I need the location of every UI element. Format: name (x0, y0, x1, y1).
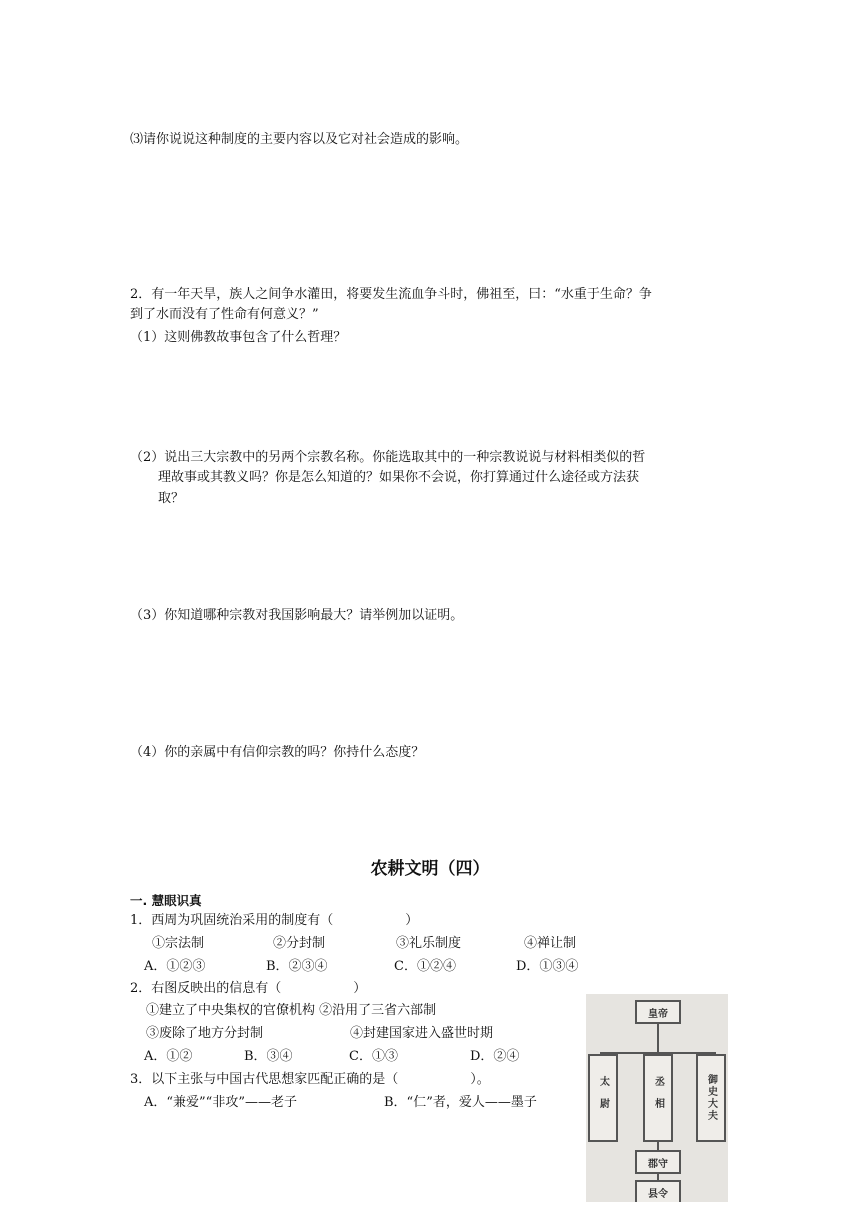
q3-stem-close: ）。 (470, 1072, 490, 1087)
box-junshou: 郡守 (635, 1150, 681, 1174)
q1-option-a: A．①②③ (144, 959, 206, 974)
q2-option-c: C．①③ (349, 1049, 398, 1064)
connector-emperor (657, 1024, 659, 1054)
q3-option-a: A．“兼爱”“非攻”——老子 (144, 1095, 297, 1110)
section-title: 农耕文明（四） (370, 859, 490, 879)
q3-option-b: B．“仁”者，爱人——墨子 (384, 1095, 537, 1110)
q2-stem-close: ） (353, 981, 367, 996)
org-chart-figure (586, 994, 728, 1202)
question-1-3-text: ⑶请你说说这种制度的主要内容以及它对社会造成的影响。 (130, 132, 469, 147)
q1-option-b: B．②③④ (266, 959, 328, 974)
question-2-stem-line2: 到了水而没有了性命有何意义？” (130, 307, 319, 322)
box-taiwei: 太尉 (588, 1054, 618, 1142)
q3-stem (130, 1071, 490, 1089)
q2-row-2a: ③废除了地方分封制 (146, 1026, 264, 1041)
q2-option-b: B．③④ (244, 1049, 293, 1064)
q2-row-2b: ④封建国家进入盛世时期 (350, 1026, 494, 1041)
q1-item-4: ④禅让制 (524, 936, 577, 951)
q3-stem-text: 3．以下主张与中国古代思想家匹配正确的是（ (130, 1072, 399, 1087)
q1-stem-close: ） (405, 913, 419, 928)
question-2-2-line1: （2）说出三大宗教中的另两个宗教名称。你能选取其中的一种宗教说说与材料相类似的哲 (130, 450, 646, 465)
question-2-stem-line1: 2．有一年天旱，族人之间争水灌田，将要发生流血争斗时，佛祖至，曰：“水重于生命？争 (130, 287, 652, 302)
q2-stem (130, 980, 366, 998)
q1-stem (130, 912, 418, 930)
q1-option-d: D．①③④ (516, 959, 579, 974)
box-yushi: 御史大夫 (696, 1054, 726, 1142)
question-2-4-text: （4）你的亲属中有信仰宗教的吗？你持什么态度？ (130, 745, 425, 760)
question-2-1-text: （1）这则佛教故事包含了什么哲理？ (130, 330, 347, 345)
section-heading: 一. 慧眼识真 (130, 893, 202, 908)
question-2-2-line3: 取？ (158, 491, 185, 506)
box-emperor: 皇帝 (635, 1000, 681, 1024)
q1-stem-text: 1．西周为巩固统治采用的制度有（ (130, 913, 334, 928)
box-xianling: 县令 (635, 1180, 681, 1202)
box-chengxiang: 丞相 (643, 1054, 673, 1142)
q2-option-d: D．②④ (470, 1049, 520, 1064)
q2-option-a: A．①② (144, 1049, 193, 1064)
question-2-2-line2: 理故事或其教义吗？你是怎么知道的？如果你不会说，你打算通过什么途径或方法获 (158, 470, 640, 485)
q1-option-c: C．①②④ (394, 959, 456, 974)
question-2-3-text: （3）你知道哪种宗教对我国影响最大？请举例加以证明。 (130, 608, 464, 623)
q1-item-2: ②分封制 (273, 936, 326, 951)
q2-stem-text: 2．右图反映出的信息有（ (130, 981, 282, 996)
q1-item-3: ③礼乐制度 (396, 936, 462, 951)
q2-row-1: ①建立了中央集权的官僚机构 ②沿用了三省六部制 (146, 1003, 437, 1018)
q1-item-1: ①宗法制 (152, 936, 205, 951)
